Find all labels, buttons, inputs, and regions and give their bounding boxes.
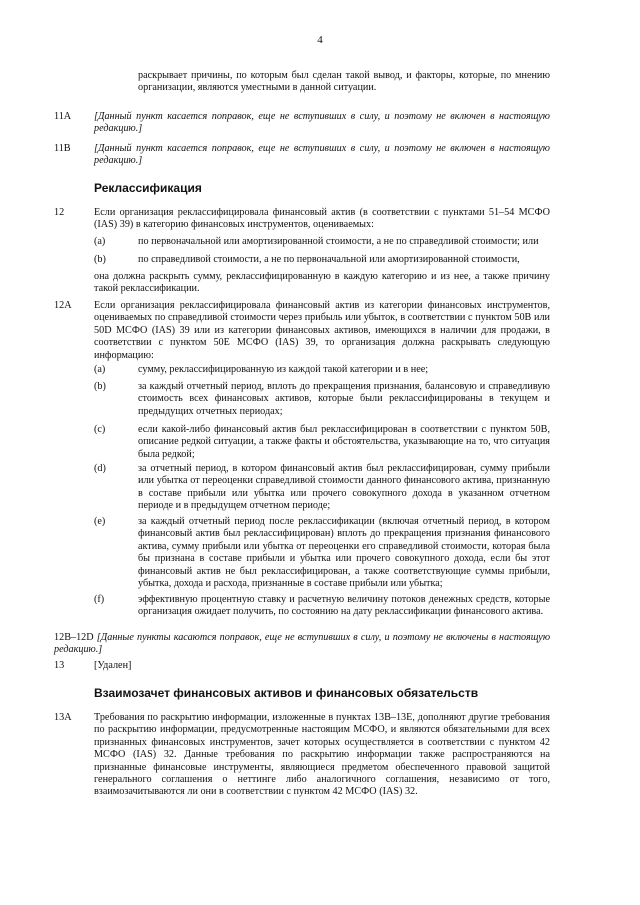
paragraph-12b-12d-number: 12B–12D (54, 632, 94, 643)
list-item-text: сумму, реклассифицированную из каждой такой категории и в нее; (138, 364, 429, 375)
paragraph-13a-text: Требования по раскрытию информации, изложенные в пунктах 13B–13E, дополняют другие требования по раскрытию информации, предусмотренные настоящим МСФО, и являются обязательными для всех признанных финансовых инструментов, зачет которых осуществляется в соответствии с пунктом 42 МСФО (IAS) 32. Данные требования по раскрытию информации также распространяются на признанные финансовые инструменты, являющиеся предметом обеспеченного правовой защитой генерального соглашения о неттинге либо аналогичного соглашения, независимо от того, взаимозачитываются ли они в соответствии с пунктом 42 МСФО (IAS) 32. (94, 712, 550, 798)
list-item-text: по справедливой стоимости, а не по первоначальной или амортизированной стоимости, (138, 254, 520, 265)
list-item-label: (a) (94, 236, 106, 247)
page-number: 4 (317, 34, 323, 46)
list-item-label: (e) (94, 516, 106, 527)
list-item-label: (c) (94, 424, 106, 435)
paragraph-12-intro: Если организация реклассифицировала финансовый актив (в соответствии с пунктами 51–54 МСФО (IAS) 39) в категорию финансовых инструментов, оцениваемых: (94, 207, 550, 231)
section-heading-reclassification: Реклассификация (94, 181, 202, 195)
paragraph-11b-number: 11B (54, 143, 71, 154)
paragraph-12-outro: она должна раскрыть сумму, реклассифицированную в каждую категорию и из нее, а также причину такой реклассификации. (94, 271, 550, 295)
paragraph-12a-number: 12A (54, 300, 72, 311)
list-item-text: за каждый отчетный период, вплоть до прекращения признания, балансовую и справедливую стоимость всех финансовых активов, которые были реклассифицированы в текущем и предыдущих отчетных периодах; (138, 381, 550, 417)
paragraph-13-text: [Удален] (94, 660, 132, 671)
section-heading-offsetting: Взаимозачет финансовых активов и финансовых обязательств (94, 686, 479, 700)
list-item-label: (f) (94, 594, 105, 605)
list-item-text: если какой-либо финансовый актив был реклассифицирован в соответствии с пунктом 50B, описание редкой ситуации, а также факты и обстоятельства, указывающие на то, что ситуация была редкой; (138, 424, 550, 460)
list-item-label: (d) (94, 463, 106, 474)
continuation-text: раскрывает причины, по которым был сделан такой вывод, и факторы, которые, по мнению организации, являются уместными в данной ситуации. (138, 70, 550, 94)
list-item-text: за каждый отчетный период после реклассификации (включая отчетный период, в котором финансовый актив был реклассифицирован) вплоть до прекращения признания финансового актива, сумму прибыли или убытка от переоценки его справедливой стоимости, которая была бы признана в составе прибыли и убытка или прочего совокупного дохода, если бы этот финансовый актив не был реклассифицирован, а также соответствующие суммы прибыли, убытка, дохода и расхода, признанные в составе прибыли или убытка; (138, 516, 550, 590)
paragraph-12b-12d (54, 632, 550, 657)
list-item-text: по первоначальной или амортизированной стоимости, а не по справедливой стоимости; или (138, 236, 539, 247)
paragraph-13-number: 13 (54, 660, 65, 671)
paragraph-12b-12d-text: [Данные пункты касаются поправок, еще не вступивших в силу, и поэтому не включены в настоящую редакцию.] (54, 632, 551, 656)
list-item-text: за отчетный период, в котором финансовый актив был реклассифицирован, сумму прибыли или убытка от переоценки справедливой стоимости данного финансового актива, признанную в составе прибыли или убытка или прочего совокупного дохода в указанном отчетном периоде и в предыдущем отчетном периоде; (138, 463, 550, 512)
paragraph-11b-text: [Данный пункт касается поправок, еще не вступивших в силу, и поэтому не включен в настоящую редакцию.] (94, 143, 550, 167)
paragraph-12-number: 12 (54, 207, 65, 218)
list-item-label: (b) (94, 381, 106, 392)
paragraph-11a-number: 11A (54, 111, 72, 122)
paragraph-11a-text: [Данный пункт касается поправок, еще не вступивших в силу, и поэтому не включен в настоящую редакцию.] (94, 111, 550, 135)
paragraph-12a-intro: Если организация реклассифицировала финансовый актив из категории финансовых инструментов, оцениваемых по справедливой стоимости через прибыль или убыток, в соответствии с пунктом 50B или 50D МСФО (IAS) 39 или из категории финансовых активов, имеющихся в наличии для продажи, в соответствии с пунктом 50E МСФО (IAS) 39, то организация должна раскрывать следующую информацию: (94, 300, 550, 361)
list-item-text: эффективную процентную ставку и расчетную величину потоков денежных средств, которые организация ожидает получить, по состоянию на дату реклассификации финансового актива. (138, 594, 550, 618)
list-item-label: (b) (94, 254, 106, 265)
list-item-label: (a) (94, 364, 106, 375)
paragraph-13a-number: 13A (54, 712, 72, 723)
